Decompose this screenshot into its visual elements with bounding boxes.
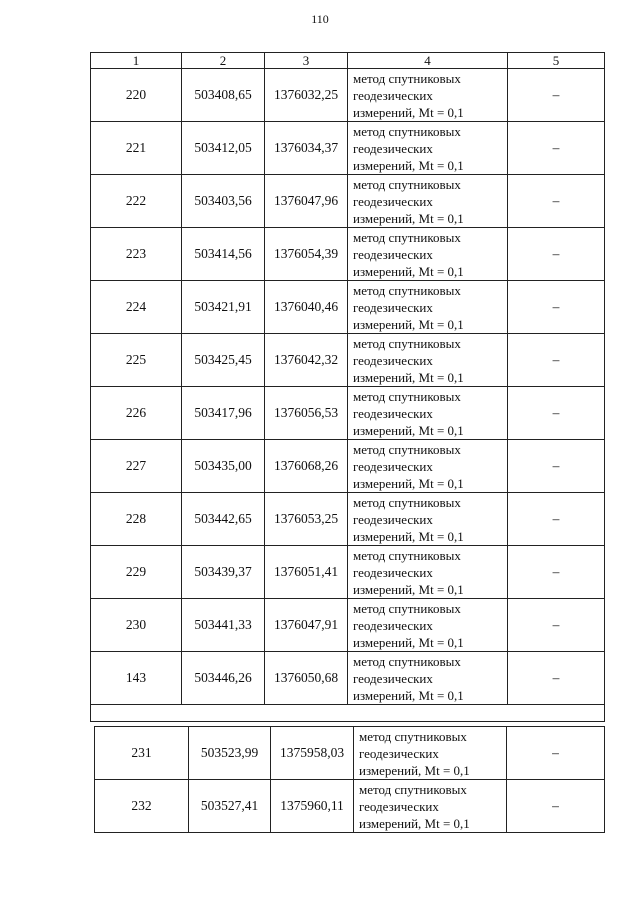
method-cell: метод спутниковых геодезических измерений, Mt = 0,1 — [348, 546, 508, 599]
method-cell: метод спутниковых геодезических измерений, Mt = 0,1 — [348, 69, 508, 122]
table-row — [91, 652, 605, 705]
table-row — [91, 228, 605, 281]
y-coordinate-cell: 1376047,91 — [265, 599, 348, 652]
x-coordinate-cell: 503527,41 — [189, 780, 271, 833]
method-cell: метод спутниковых геодезических измерений, Mt = 0,1 — [348, 122, 508, 175]
x-coordinate-cell: 503442,65 — [182, 493, 265, 546]
table-row — [91, 493, 605, 546]
method-cell: метод спутниковых геодезических измерений, Mt = 0,1 — [348, 175, 508, 228]
table-row — [91, 175, 605, 228]
y-coordinate-cell: 1376050,68 — [265, 652, 348, 705]
column-header-5: 5 — [508, 53, 605, 69]
y-coordinate-cell: 1376054,39 — [265, 228, 348, 281]
y-coordinate-cell: 1376040,46 — [265, 281, 348, 334]
y-coordinate-cell: 1376034,37 — [265, 122, 348, 175]
method-cell: метод спутниковых геодезических измерений, Mt = 0,1 — [348, 493, 508, 546]
coordinates-table — [90, 52, 605, 722]
point-number-cell: 232 — [95, 780, 189, 833]
x-coordinate-cell: 503403,56 — [182, 175, 265, 228]
method-cell: метод спутниковых геодезических измерений, Mt = 0,1 — [354, 727, 507, 780]
table-row — [91, 281, 605, 334]
y-coordinate-cell: 1376032,25 — [265, 69, 348, 122]
y-coordinate-cell: 1376056,53 — [265, 387, 348, 440]
table-body — [91, 69, 605, 722]
table-row — [91, 440, 605, 493]
x-coordinate-cell: 503412,05 — [182, 122, 265, 175]
table-row — [91, 599, 605, 652]
point-number-cell: 230 — [91, 599, 182, 652]
method-cell: метод спутниковых геодезических измерений, Mt = 0,1 — [354, 780, 507, 833]
x-coordinate-cell: 503425,45 — [182, 334, 265, 387]
y-coordinate-cell: 1376042,32 — [265, 334, 348, 387]
method-cell: метод спутниковых геодезических измерений, Mt = 0,1 — [348, 334, 508, 387]
y-coordinate-cell: 1376053,25 — [265, 493, 348, 546]
method-cell: метод спутниковых геодезических измерений, Mt = 0,1 — [348, 652, 508, 705]
column-header-3: 3 — [265, 53, 348, 69]
x-coordinate-cell: 503408,65 — [182, 69, 265, 122]
note-cell: – — [508, 281, 605, 334]
note-cell: – — [508, 387, 605, 440]
note-cell: – — [508, 546, 605, 599]
point-number-cell: 226 — [91, 387, 182, 440]
point-number-cell: 223 — [91, 228, 182, 281]
method-cell: метод спутниковых геодезических измерений, Mt = 0,1 — [348, 228, 508, 281]
table-row — [91, 387, 605, 440]
note-cell: – — [507, 780, 605, 833]
point-number-cell: 220 — [91, 69, 182, 122]
point-number-cell: 224 — [91, 281, 182, 334]
y-coordinate-cell: 1375958,03 — [271, 727, 354, 780]
table-row — [91, 69, 605, 122]
point-number-cell: 222 — [91, 175, 182, 228]
y-coordinate-cell: 1376068,26 — [265, 440, 348, 493]
method-cell: метод спутниковых геодезических измерений, Mt = 0,1 — [348, 599, 508, 652]
note-cell: – — [507, 727, 605, 780]
page-number: 110 — [311, 12, 329, 26]
y-coordinate-cell: 1375960,11 — [271, 780, 354, 833]
method-cell: метод спутниковых геодезических измерений, Mt = 0,1 — [348, 281, 508, 334]
note-cell: – — [508, 493, 605, 546]
table-row — [91, 122, 605, 175]
point-number-cell: 227 — [91, 440, 182, 493]
note-cell: – — [508, 69, 605, 122]
table-header-row — [91, 53, 605, 69]
point-number-cell: 225 — [91, 334, 182, 387]
table-row — [91, 334, 605, 387]
point-number-cell: 143 — [91, 652, 182, 705]
x-coordinate-cell: 503523,99 — [189, 727, 271, 780]
point-number-cell: 229 — [91, 546, 182, 599]
x-coordinate-cell: 503441,33 — [182, 599, 265, 652]
table-spacer-row — [91, 705, 605, 722]
column-header-2: 2 — [182, 53, 265, 69]
note-cell: – — [508, 652, 605, 705]
note-cell: – — [508, 228, 605, 281]
column-header-4: 4 — [348, 53, 508, 69]
x-coordinate-cell: 503446,26 — [182, 652, 265, 705]
x-coordinate-cell: 503439,37 — [182, 546, 265, 599]
x-coordinate-cell: 503421,91 — [182, 281, 265, 334]
method-cell: метод спутниковых геодезических измерений, Mt = 0,1 — [348, 440, 508, 493]
note-cell: – — [508, 334, 605, 387]
note-cell: – — [508, 122, 605, 175]
point-number-cell: 228 — [91, 493, 182, 546]
point-number-cell: 221 — [91, 122, 182, 175]
spacer-cell — [91, 705, 605, 722]
note-cell: – — [508, 175, 605, 228]
coordinates-table-continued — [94, 726, 605, 833]
y-coordinate-cell: 1376051,41 — [265, 546, 348, 599]
x-coordinate-cell: 503414,56 — [182, 228, 265, 281]
x-coordinate-cell: 503417,96 — [182, 387, 265, 440]
note-cell: – — [508, 440, 605, 493]
note-cell: – — [508, 599, 605, 652]
table-row — [91, 546, 605, 599]
table-row — [95, 727, 605, 780]
y-coordinate-cell: 1376047,96 — [265, 175, 348, 228]
method-cell: метод спутниковых геодезических измерений, Mt = 0,1 — [348, 387, 508, 440]
table-row — [95, 780, 605, 833]
x-coordinate-cell: 503435,00 — [182, 440, 265, 493]
column-header-1: 1 — [91, 53, 182, 69]
table-body-continued — [95, 727, 605, 833]
point-number-cell: 231 — [95, 727, 189, 780]
